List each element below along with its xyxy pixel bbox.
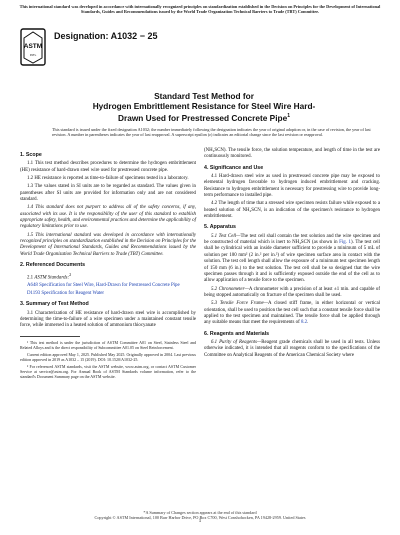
section-apparatus-heading: 5. Apparatus xyxy=(204,224,236,231)
reference-a648-title[interactable]: Specification for Steel Wire, Hard-Drawn for Prestressed Concrete Pipe xyxy=(39,283,180,289)
section-referenced-documents-heading: 2. Referenced Documents xyxy=(20,262,86,269)
copyright-line: Copyright © ASTM International, 100 Barr Harbor Drive, PO Box C700, West Conshohocken, PA 19428-2959. United States xyxy=(94,515,306,520)
section-significance-heading: 4. Significance and Use xyxy=(204,164,264,171)
international-standard-notice: This international standard was developed in accordance with internationally recognized principles on standardization established in the Decision on Principles for the Development of International Standards, Guides and Recommendations issued by the World Trade Organization Technical Barriers to Trade (TBT) Committee. xyxy=(19,4,381,15)
section-summary-heading: 3. Summary of Test Method xyxy=(20,301,89,308)
paragraph-4-1: 4.1 Hard-drawn steel wire as used in prestressed concrete pipe may be exposed to elemental hydrogen favorable to hydrogen induced embrittlement and cracking. Resistance to hydrogen embrittlement is necessary for prestressing wire to provide long-term performance to installed pipe. xyxy=(204,174,380,199)
title-line-3: Drawn Used for Prestressed Concrete Pipe$^1$ xyxy=(117,113,290,124)
footnote-divider xyxy=(20,336,80,337)
footnote-2: ² For referenced ASTM standards, visit the ASTM website, www.astm.org, or contact ASTM Customer Service at service@astm.org. For Annual Book of ASTM Standards volume information, refer to the standard's Document Summary page on the ASTM website. xyxy=(20,363,196,380)
reference-a648-code[interactable]: A648 xyxy=(27,283,38,289)
paragraph-1-3: 1.3 The values stated in SI units are to be regarded as standard. The values given in parentheses after SI units are provided for information only and are not considered standard. xyxy=(20,184,196,203)
paragraph-6-1: 6.1 Purity of Reagents—Reagent grade chemicals shall be used in all tests. Unless otherwise indicated, it is intended that all reagents conform to the specifications of the Committee on Analytical Reagents of the American Chemical Society where xyxy=(204,339,380,358)
reference-a648[interactable] xyxy=(27,283,196,289)
astm-logo xyxy=(20,28,46,66)
svg-text:ASTM: ASTM xyxy=(23,43,43,50)
figure-1-link[interactable]: Fig. 1 xyxy=(339,240,351,246)
paragraph-3-1-continued: (NH₄SCN). The tensile force, the solution temperature, and length of time in the test are continuously monitored. xyxy=(204,148,380,160)
paragraph-5-2: 5.2 Chronometer—A chronometer with a precision of at least ±1 min. and capable of being stopped automatically on fracture of the specimen shall be used. xyxy=(204,286,380,298)
document-title xyxy=(54,91,354,123)
footnote-1-edition: Current edition approved May 1, 2025. Published May 2025. Originally approved in 2004. Last previous edition approved in 2019 as A1032 – 15 (2019). DOI: 10.1520/A1032-25. xyxy=(20,351,196,362)
title-line-1: Standard Test Method for xyxy=(154,91,254,101)
reference-d1193[interactable] xyxy=(27,291,196,297)
paragraph-2-1: 2.1 ASTM Standards:$^2$ xyxy=(27,271,72,281)
title-line-2: Hydrogen Embrittlement Resistance for Steel Wire Hard- xyxy=(92,101,316,112)
section-reagents-heading: 6. Reagents and Materials xyxy=(204,330,270,337)
summary-of-changes-note: *A Summary of Changes section appears at the end of this standard xyxy=(143,510,257,515)
reference-d1193-code[interactable]: D1193 xyxy=(27,290,41,296)
paragraph-5-1: 5.1 Test Cell—The test cell shall contain the test solution and the wire specimen and be constructed of material which is inert to NH₄SCN (as shown in Fig. 1). The test cell shall be cylindrical with an inside diameter sufficient to provide a minimum of 5 mL of solution per 100 mm² (2 in.² per in.²) of wire specimen surface area in contact with the solution. The test cell length shall allow the exposure of a minimum test specimen length of 150 mm (6 in.) to the test solution. The test cell shall be so designed that the wire specimen passes through it and is sufficiently exposed outside the end of the cell as to allow application of a tensile force to the specimen. xyxy=(204,233,381,284)
paragraph-5-3: 5.3 Tensile Force Frame—A closed stiff frame, in either horizontal or vertical orientation, shall be used to position the test cell such that a constant tensile force shall be applied to the test specimen and maintained. The tensile force shall be applied through any suitable means that meet the requirements of 8.2. xyxy=(204,301,381,326)
designation: Designation: A1032 − 25 xyxy=(54,31,158,41)
paragraph-1-1: 1.1 This test method describes procedures to determine the hydrogen embrittlement (HE) resistance of hard-drawn steel wire used for prestressed concrete pipe. xyxy=(20,161,196,173)
left-column xyxy=(20,148,196,381)
right-column xyxy=(204,148,380,361)
svg-text:INTL: INTL xyxy=(29,53,37,57)
paragraph-3-1: 3.1 Characterization of HE resistance of hard-drawn steel wire is accomplished by determining the time-to-failure of a wire specimen under a maintained constant tensile force, while immersed in a heated solution of ammonium thiocyanate xyxy=(20,310,196,329)
reference-d1193-title[interactable]: Specification for Reagent Water xyxy=(41,290,105,296)
paragraph-1-2: 1.2 HE resistance is reported as time-to-failure of specimens tested in a laboratory. xyxy=(27,176,189,182)
paragraph-1-5: 1.5 This international standard was developed in accordance with internationally recognized principles on standardization established in the Decision on Principles for the Development of International Standards, Guides and Recommendations issued by the World Trade Organization Technical Barriers to Trade (TBT) Committee. xyxy=(20,232,196,257)
footnote-1: ¹ This test method is under the jurisdiction of ASTM Committee A01 on Steel, Stainless Steel and Related Alloys and is the direct responsibility of Subcommittee A01.05 on Steel Reinforcement. xyxy=(20,339,196,350)
page-number: 1 xyxy=(198,519,202,524)
paragraph-4-2: 4.2 The length of time that a stressed wire specimen resists failure while exposed to a heated solution of NH₄SCN, is an indication of the specimen's resistance to hydrogen embrittlement. xyxy=(204,201,380,220)
section-8-2-link[interactable]: 8.2 xyxy=(300,320,308,326)
section-scope-heading: 1. Scope xyxy=(20,152,42,158)
paragraph-1-4: 1.4 This standard does not purport to address all of the safety concerns, if any, associated with its use. It is the responsibility of the user of this standard to establish appropriate safety, health, and environmental practices and determine the applicability of regulatory limitations prior to use. xyxy=(20,205,196,230)
standard-issue-note: This standard is issued under the fixed designation A1032; the number immediately following the designation indicates the year of original adoption or, in the case of revision, the year of last revision. A number in parentheses indicates the year of last reapproval. A superscript epsilon (ε) indicates an editorial change since the last revision or reapproval. xyxy=(52,127,371,138)
